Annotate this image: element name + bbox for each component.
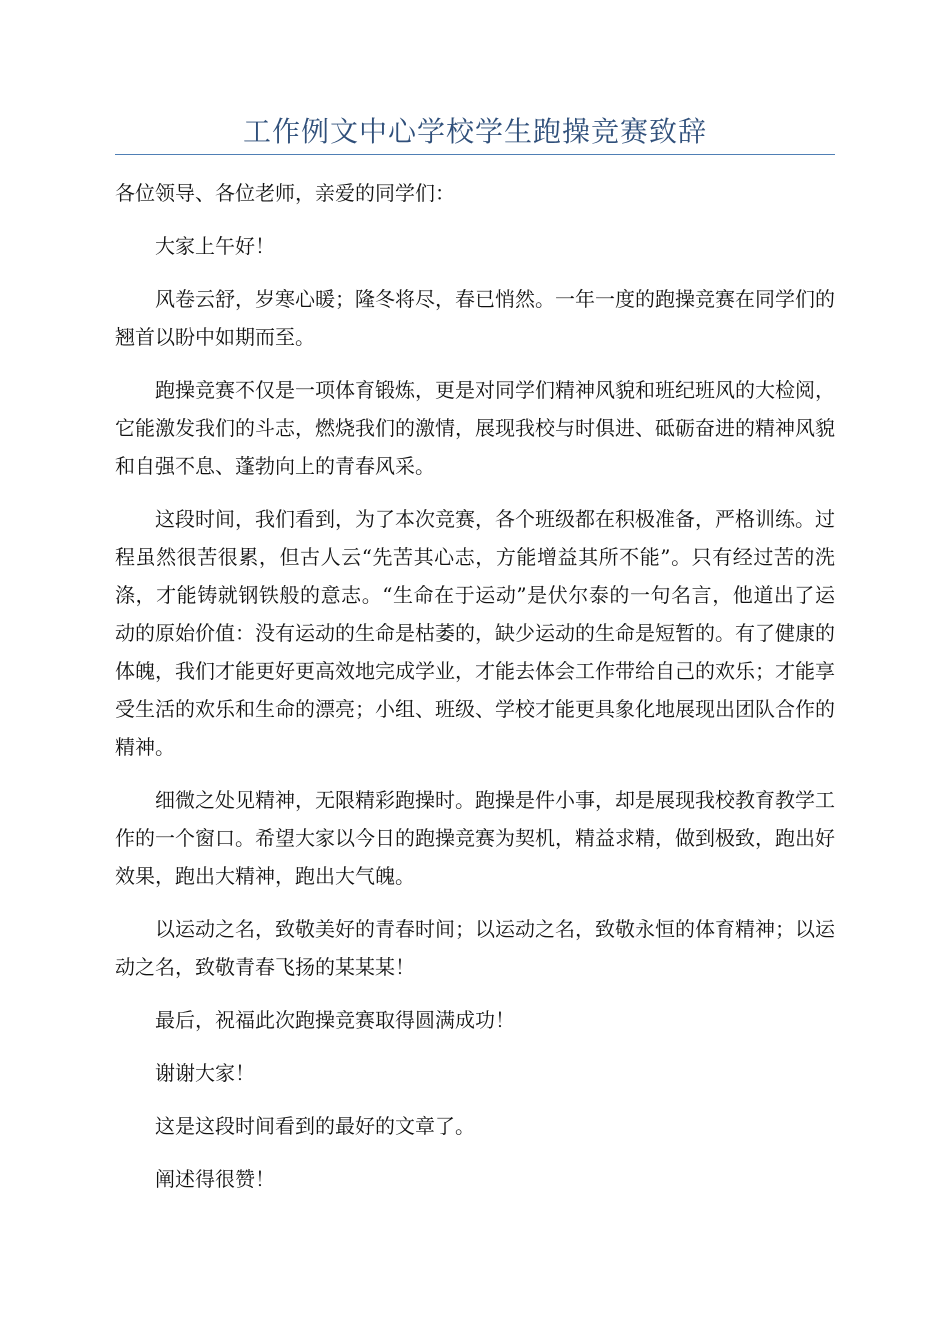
- document-title: 工作例文中心学校学生跑操竞赛致辞: [242, 115, 707, 148]
- title-underline: [115, 154, 835, 155]
- paragraph: 这段时间，我们看到，为了本次竞赛，各个班级都在积极准备，严格训练。过程虽然很苦很累，但古人云“先苦其心志，方能增益其所不能”。只有经过苦的洗涤，才能铸就钢铁般的意志。“生命在于运动”是伏尔泰的一句名言，他道出了运动的原始价值：没有运动的生命是枯萎的，缺少运动的生命是短暂的。有了健康的体魄，我们才能更好更高效地完成学业，才能去体会工作带给自己的欢乐；才能享受生活的欢乐和生命的漂亮；小组、班级、学校才能更具象化地展现出团队合作的精神。: [115, 507, 835, 759]
- document-body: [115, 174, 835, 1213]
- paragraph: 跑操竞赛不仅是一项体育锻炼，更是对同学们精神风貌和班纪班风的大检阅，它能激发我们的斗志，燃烧我们的激情，展现我校与时俱进、砥砺奋进的精神风貌和自强不息、蓬勃向上的青春风采。: [115, 378, 835, 478]
- comment: 阐述得很赞！: [155, 1167, 275, 1191]
- greeting: 大家上午好！: [155, 234, 275, 258]
- paragraph: 以运动之名，致敬美好的青春时间；以运动之名，致敬永恒的体育精神；以运动之名，致敬青春飞扬的某某某！: [115, 917, 835, 979]
- paragraph: 细微之处见精神，无限精彩跑操时。跑操是件小事，却是展现我校教育教学工作的一个窗口。希望大家以今日的跑操竞赛为契机，精益求精，做到极致，跑出好效果，跑出大精神，跑出大气魄。: [115, 788, 835, 888]
- comment: 这是这段时间看到的最好的文章了。: [155, 1114, 475, 1138]
- paragraph: 风卷云舒，岁寒心暖；隆冬将尽，春已悄然。一年一度的跑操竞赛在同学们的翘首以盼中如期而至。: [115, 287, 835, 349]
- thanks: 谢谢大家！: [155, 1061, 255, 1085]
- closing-wish: 最后，祝福此次跑操竞赛取得圆满成功！: [155, 1008, 515, 1032]
- salutation: 各位领导、各位老师，亲爱的同学们：: [115, 181, 455, 205]
